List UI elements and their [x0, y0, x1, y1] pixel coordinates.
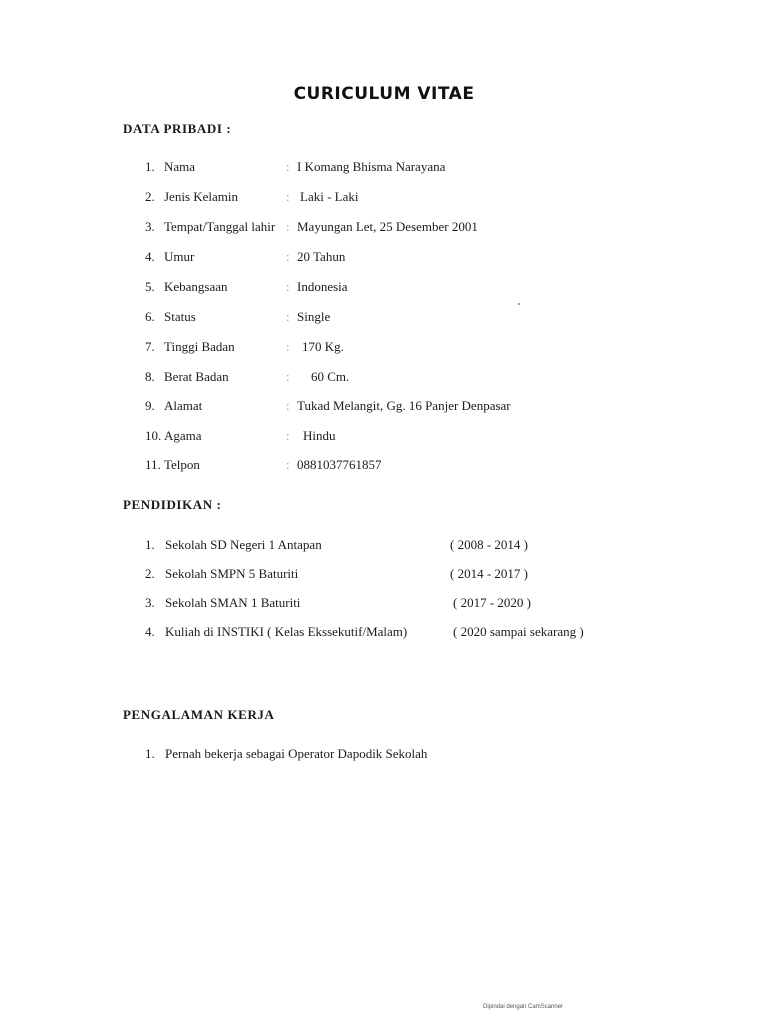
- school-period: ( 2014 - 2017 ): [450, 566, 528, 581]
- row-number: 1.: [145, 537, 155, 552]
- personal-data-heading: DATA PRIBADI :: [123, 121, 232, 136]
- row-value: 20 Tahun: [297, 249, 346, 264]
- row-value: Single: [297, 309, 331, 324]
- row-label: Umur: [164, 249, 195, 264]
- row-colon: :: [286, 398, 290, 413]
- row-value: Hindu: [303, 428, 336, 443]
- school-name: Sekolah SMPN 5 Baturiti: [165, 566, 299, 581]
- row-value: Laki - Laki: [300, 189, 359, 204]
- row-number: 1.: [145, 159, 155, 174]
- row-value: I Komang Bhisma Narayana: [297, 159, 446, 174]
- row-value: Tukad Melangit, Gg. 16 Panjer Denpasar: [297, 398, 511, 413]
- scanner-watermark: Dipindai dengan CamScanner: [483, 1004, 564, 1010]
- row-number: 3.: [145, 595, 155, 610]
- row-label: Berat Badan: [164, 369, 229, 384]
- row-value: Indonesia: [297, 279, 348, 294]
- row-number: 8.: [145, 369, 155, 384]
- row-label: Alamat: [164, 398, 203, 413]
- work-experience-heading: PENGALAMAN KERJA: [123, 707, 275, 722]
- row-number: 10.: [145, 428, 162, 443]
- row-label: Jenis Kelamin: [164, 189, 239, 204]
- school-name: Sekolah SD Negeri 1 Antapan: [165, 537, 322, 552]
- row-number: 9.: [145, 398, 155, 413]
- row-label: Kebangsaan: [164, 279, 228, 294]
- document-title: CURICULUM VITAE: [293, 84, 475, 104]
- school-period: ( 2008 - 2014 ): [450, 537, 528, 552]
- row-number: 3.: [145, 219, 155, 234]
- row-number: 6.: [145, 309, 155, 324]
- row-colon: :: [286, 249, 290, 264]
- row-label: Nama: [164, 159, 196, 174]
- row-number: 7.: [145, 339, 155, 354]
- row-label: Agama: [164, 428, 202, 443]
- row-number: 5.: [145, 279, 155, 294]
- row-number: 11.: [145, 457, 161, 472]
- row-number: 1.: [145, 746, 155, 761]
- experience-text: Pernah bekerja sebagai Operator Dapodik Sekolah: [165, 746, 428, 761]
- row-colon: :: [286, 339, 290, 354]
- row-number: 4.: [145, 249, 155, 264]
- row-value: 170 Kg.: [302, 339, 344, 354]
- row-label: Tempat/Tanggal lahir: [164, 219, 276, 234]
- row-number: 2.: [145, 189, 155, 204]
- education-heading: PENDIDIKAN :: [123, 497, 222, 512]
- row-number: 4.: [145, 624, 155, 639]
- row-number: 2.: [145, 566, 155, 581]
- row-colon: :: [286, 219, 290, 234]
- row-colon: :: [286, 428, 290, 443]
- school-period: ( 2020 sampai sekarang ): [453, 624, 584, 639]
- scan-speck: [518, 303, 520, 305]
- row-value: 0881037761857: [297, 457, 382, 472]
- row-colon: :: [286, 159, 290, 174]
- row-colon: :: [286, 189, 290, 204]
- row-label: Tinggi Badan: [164, 339, 235, 354]
- row-colon: :: [286, 457, 290, 472]
- row-colon: :: [286, 369, 290, 384]
- row-colon: :: [286, 279, 290, 294]
- row-label: Telpon: [164, 457, 200, 472]
- row-value: Mayungan Let, 25 Desember 2001: [297, 219, 478, 234]
- row-value: 60 Cm.: [311, 369, 350, 384]
- school-name: Sekolah SMAN 1 Baturiti: [165, 595, 301, 610]
- school-period: ( 2017 - 2020 ): [453, 595, 531, 610]
- row-colon: :: [286, 309, 290, 324]
- school-name: Kuliah di INSTIKI ( Kelas Ekssekutif/Malam): [165, 624, 408, 639]
- row-label: Status: [164, 309, 196, 324]
